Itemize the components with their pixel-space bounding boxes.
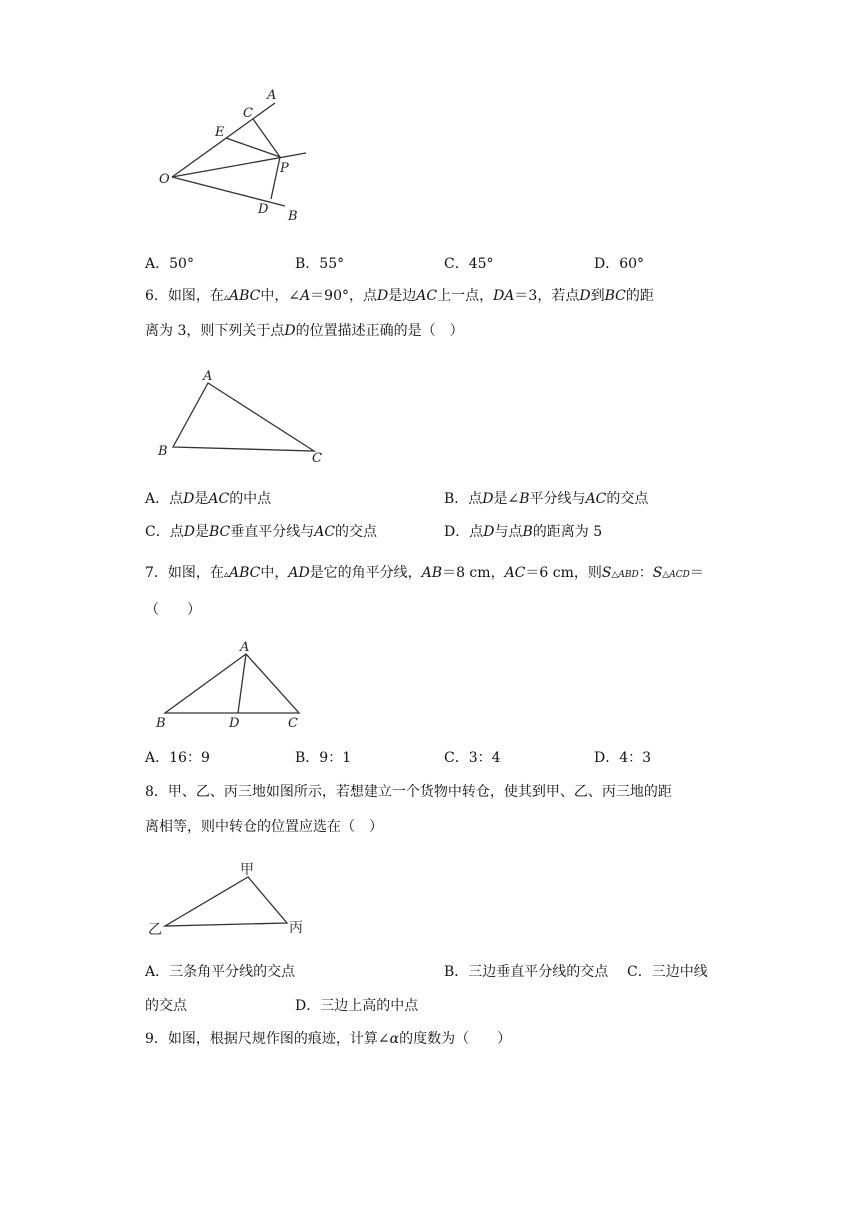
label-b: B (158, 444, 168, 459)
label-bing: 丙 (289, 920, 303, 936)
q7-option-b[interactable]: B．9：1 (295, 750, 352, 766)
q8-option-c[interactable]: C．三边中线 (627, 964, 708, 980)
label-d: D (229, 716, 240, 731)
label-a: A (267, 88, 277, 103)
q8-stem-line2: 离相等，则中转仓的位置应选在（ ） (145, 819, 383, 835)
q5-option-d[interactable]: D．60° (594, 256, 645, 272)
q6-option-b[interactable]: B．点D是∠B平分线与AC的交点 (444, 491, 649, 507)
label-b: B (156, 716, 166, 731)
q5-option-d-value: 60° (619, 256, 645, 272)
q5-option-a-value: 50° (169, 256, 194, 272)
q6-option-a[interactable]: A．点D是AC的中点 (145, 491, 272, 507)
label-a: A (203, 369, 213, 384)
label-jia: 甲 (240, 862, 254, 878)
q6-option-d[interactable]: D．点D与点B的距离为 5 (444, 524, 603, 540)
label-p: P (280, 161, 289, 176)
q5-option-b-value: 55° (319, 256, 345, 272)
q7-option-d[interactable]: D．4：3 (594, 750, 652, 766)
label-c: C (312, 451, 322, 466)
q5-option-a[interactable]: A．50° (145, 256, 194, 272)
q7-stem-line1: 7．如图，在▵ABC中，AD是它的角平分线，AB＝8 cm，AC＝6 cm，则S△ABD：S△ACD＝ (145, 565, 704, 581)
triangle-jia-yi-bing (165, 877, 287, 926)
q6-stem-line1: 6．如图，在▵ABC中，∠A＝90°，点D是边AC上一点，DA＝3，若点D到BC的距 (145, 288, 654, 304)
label-a: A (240, 640, 250, 655)
label-o: O (159, 172, 170, 187)
q6-option-c[interactable]: C．点D是BC垂直平分线与AC的交点 (145, 524, 378, 540)
label-d: D (258, 202, 269, 217)
q8-option-b[interactable]: B．三边垂直平分线的交点 (444, 964, 609, 980)
q7-option-c[interactable]: C．3：4 (444, 750, 501, 766)
q7-option-a[interactable]: A．16：9 (145, 750, 210, 766)
q8-stem-line1: 8．甲、乙、丙三地如图所示，若想建立一个货物中转仓，使其到甲、乙、丙三地的距 (145, 784, 672, 800)
label-c: C (243, 106, 253, 121)
q5-option-c-value: 45° (468, 256, 494, 272)
label-yi: 乙 (148, 922, 162, 938)
label-b: B (288, 209, 298, 224)
q6-stem-line2: 离为 3，则下列关于点D的位置描述正确的是（ ） (145, 323, 464, 339)
q9-stem: 9．如图，根据尺规作图的痕迹，计算∠α的度数为（ ） (145, 1031, 512, 1047)
q8-option-a[interactable]: A．三条角平分线的交点 (145, 964, 296, 980)
q8-option-d[interactable]: D．三边上高的中点 (295, 998, 419, 1014)
q7-stem-line2: （ ） (145, 602, 201, 618)
q5-option-c[interactable]: C．45° (444, 256, 494, 272)
label-c: C (288, 716, 298, 731)
q5-option-b[interactable]: B．55° (295, 256, 345, 272)
q8-option-c-continued[interactable]: 的交点 (145, 998, 187, 1014)
label-e: E (215, 125, 225, 140)
